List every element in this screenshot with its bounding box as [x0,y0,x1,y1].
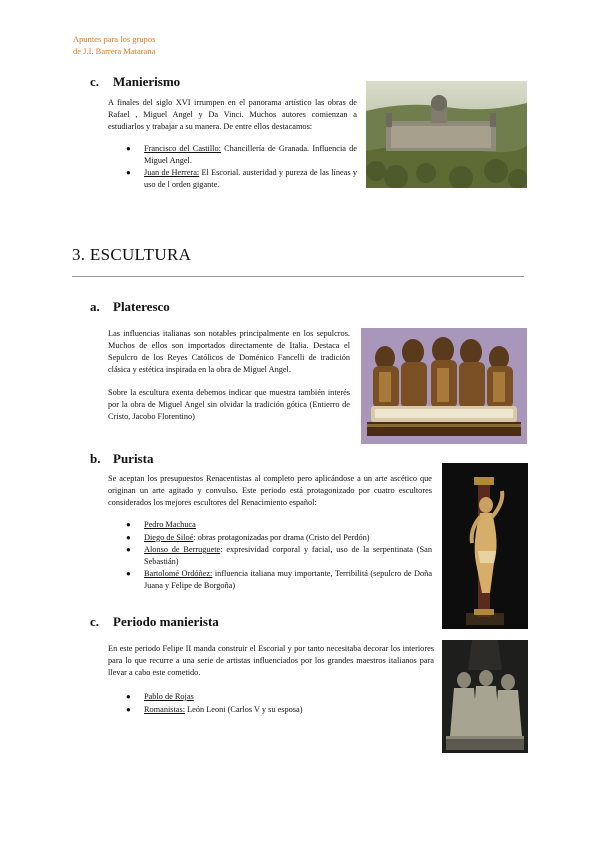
el-escorial-image [366,81,527,188]
manierismo-body [108,97,357,191]
list-item [108,519,432,531]
artist-name: Juan de Herrera: [144,168,200,177]
header-line-2: de J.I. Barrera Matarana [73,46,156,56]
artist-name: Bartolomé Ordóñez: [144,569,213,578]
list-item [108,544,432,567]
section-heading-periodo-manierista [90,614,219,630]
header-line-1: Apuntes para los grupos [73,34,156,44]
section-heading-manierismo [90,74,180,90]
section-letter: c. [90,614,100,629]
manierismo-intro: A finales del siglo XVI irrumpen en el panorama artístico las obras de Rafael , Miguel Angel y Da Vinci. Muchos autores comienzan a estudiarlos y trabajar a su manera. De entre ellos destacamos: [108,98,357,131]
artist-description: Chancillería de Granada. Influencia de Miguel Angel. [144,144,357,165]
entierro-de-cristo-image [361,328,527,444]
periodo-body [108,643,434,716]
section-heading-plateresco [90,299,170,315]
section-letter: a. [90,299,100,314]
plateresco-body [108,328,350,423]
carlos-v-sculpture-image [442,640,528,753]
bullet: ● [126,532,131,542]
artist-description: : expresividad corporal y facial, uso de la serpentinata (San Sebastián) [144,545,432,566]
section-title: Manierismo [113,74,181,89]
bullet: ● [126,168,131,177]
artist-name: Alonso de Berruguete [144,545,221,554]
artist-description: El Escorial. austeridad y pureza de las líneas y uso de l orden gigante. [144,168,357,189]
purista-list [108,519,432,591]
section-title: Periodo manierista [113,614,219,629]
artist-description: León Leoni (Carlos V y su esposa) [185,704,303,714]
bullet: ● [126,520,131,529]
bullet: ● [126,144,131,153]
artist-name: Francisco del Castillo: [144,144,221,153]
list-item [108,143,357,166]
section-letter: c. [90,74,100,89]
bullet: ● [126,569,131,578]
plateresco-paragraph-2: Sobre la escultura exenta debemos indicar que muestra también interés por la obra de Miguel Angel sin olvidar la tradición gótica (Entierro de Cristo, Jacobo Florentino) [108,388,350,421]
section-title: Purista [113,451,154,466]
list-item [108,532,432,544]
list-item [108,691,434,703]
cristo-sculpture-image [442,463,528,629]
section-title: Plateresco [113,299,170,314]
artist-name: Diego de Siloé [144,532,194,542]
purista-intro: Se aceptan los presupuestos Renacentistas al completo pero aplicándose a un arte ascético que originan un arte agitado y convulso. Este periodo está protagonizado por cuatro escultores considerados los mejores escultores del Renacimiento español: [108,474,432,507]
manierismo-list [108,143,357,190]
artist-name: Romanistas: [144,704,186,714]
artist-description: : obras protagonizadas por drama (Cristo del Perdón) [193,532,370,542]
artist-name: Pablo de Rojas [144,692,194,701]
artist-description: influencia italiana muy importante, Terribilitá (sepulcro de Doña Juana y Felipe de Borgoña) [144,569,432,590]
section-letter: b. [90,451,101,466]
purista-body [108,473,432,592]
page-header [73,33,155,57]
chapter-title: 3. ESCULTURA [72,245,192,264]
plateresco-paragraph-1: Las influencias italianas son notables principalmente en los sepulcros. Muchos de ellos son importados directamente de Italia. Destaca el Sepulcro de los Reyes Católicos de Doménico Fancelli de tradición clásica y estética inspirada en la obra de Miguel Angel. [108,329,350,374]
periodo-intro: En este periodo Felipe II manda construir el Escorial y por tanto necesitaba decorar los interiores para lo que recurre a una serie de artistas influenciados por los grandes maestros italianos para llevar a cabo este cometido. [108,644,434,677]
bullet: ● [126,704,131,714]
periodo-list [108,691,434,715]
divider [72,276,524,277]
list-item [108,167,357,190]
section-heading-purista [90,451,153,467]
bullet: ● [126,545,131,554]
bullet: ● [126,692,131,701]
artist-name: Pedro Machuca [144,520,196,529]
list-item [108,704,434,716]
list-item [108,568,432,591]
